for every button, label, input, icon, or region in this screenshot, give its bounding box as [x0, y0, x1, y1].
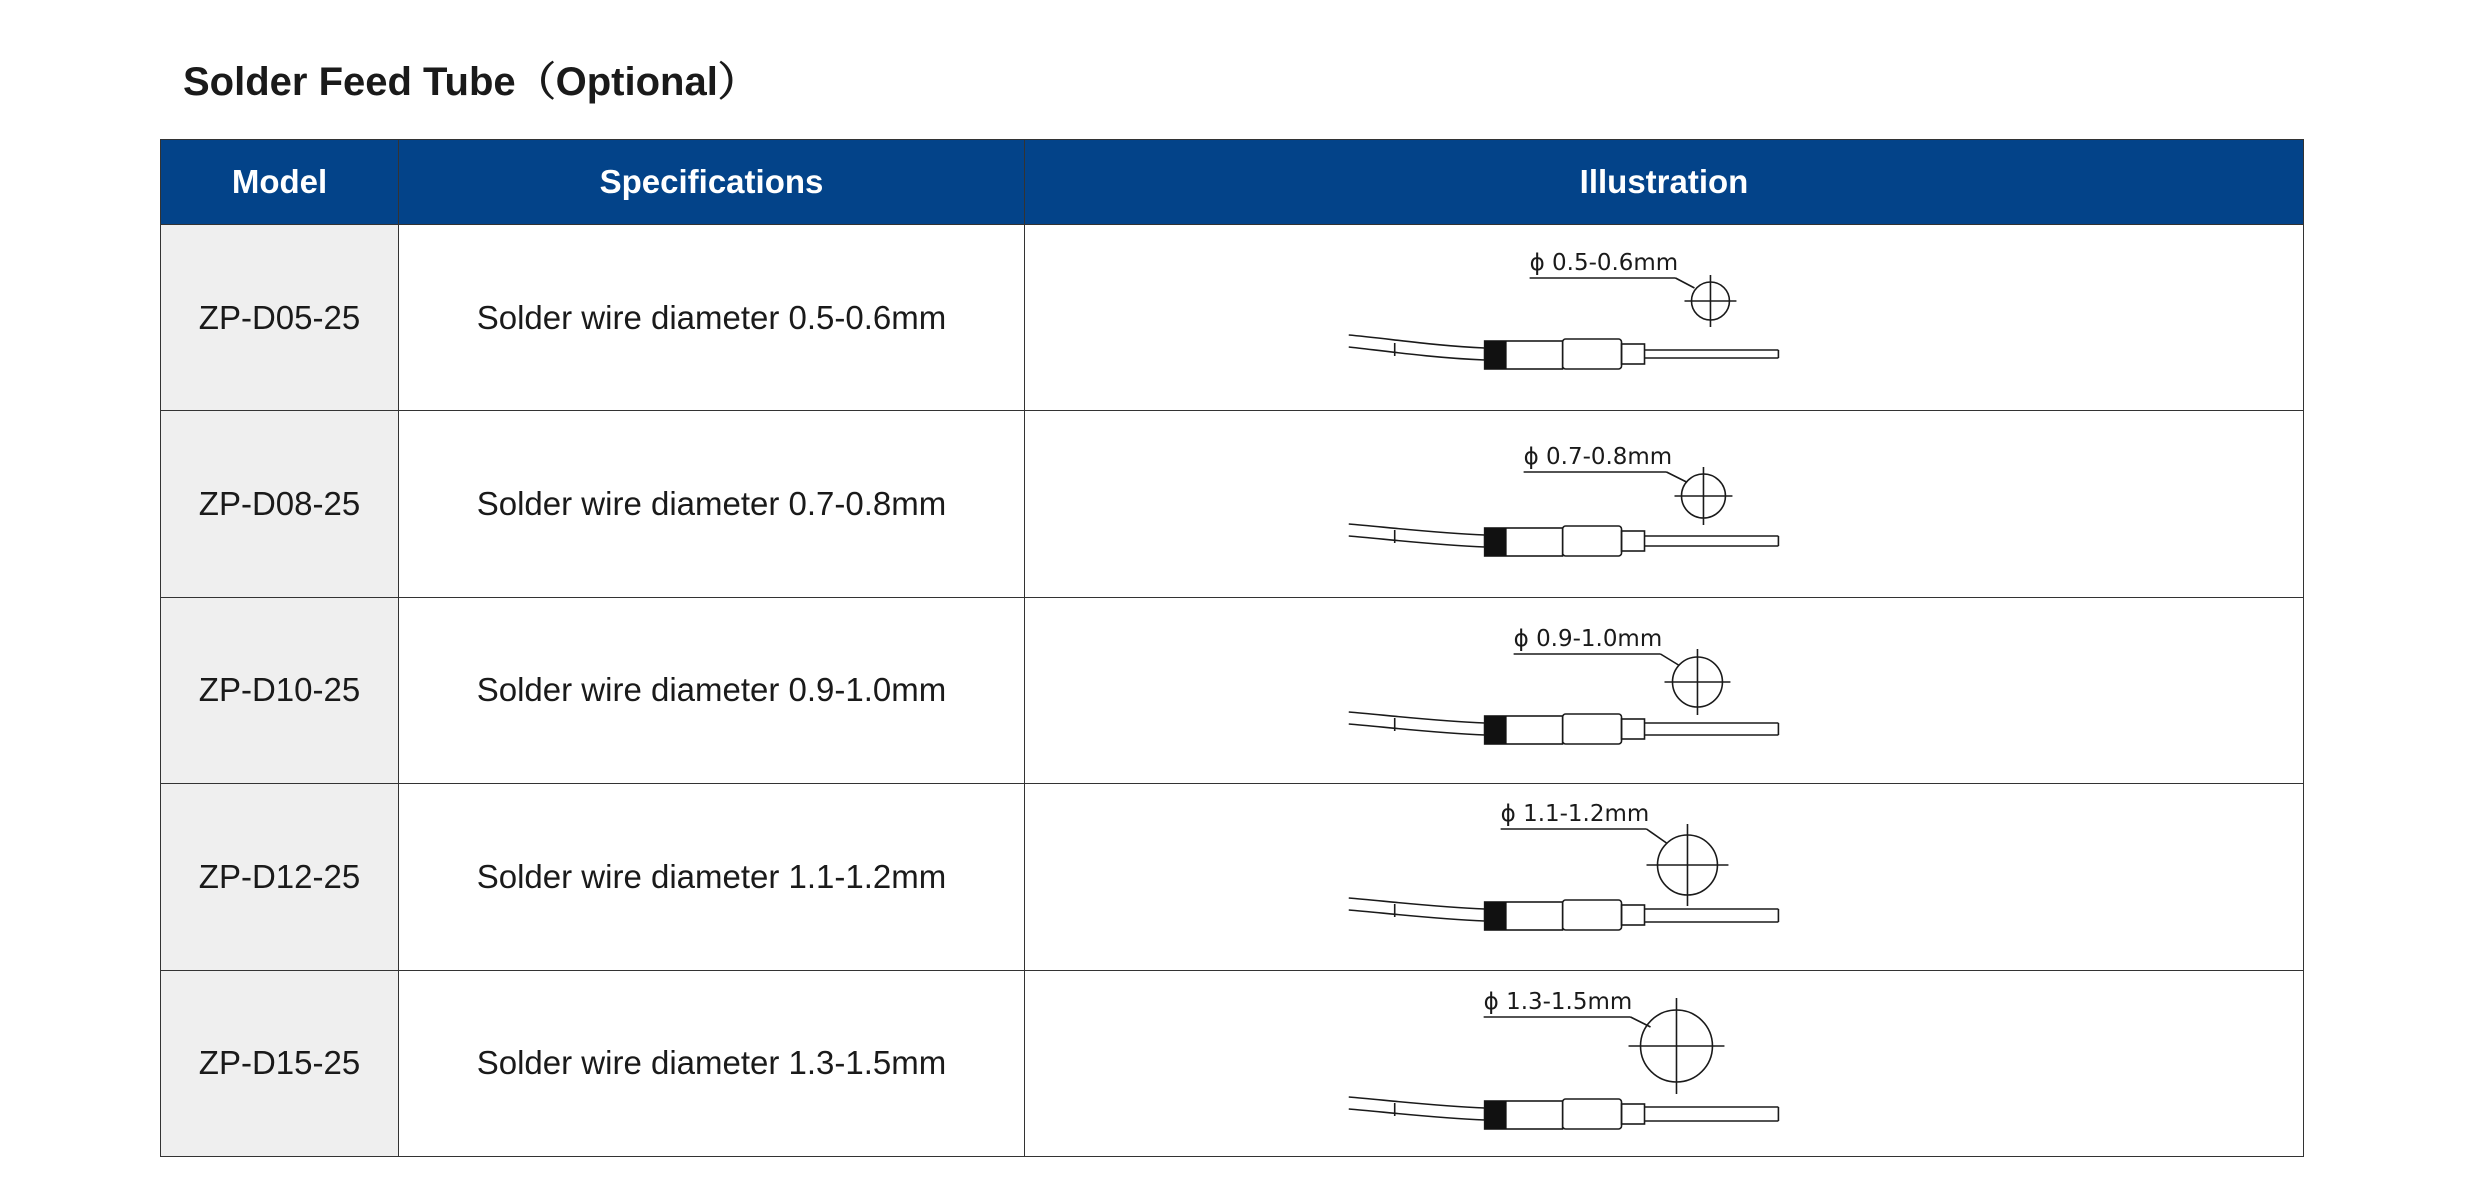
spec-cell: Solder wire diameter 0.5-0.6mm: [399, 225, 1025, 411]
table-header-row: [161, 140, 2304, 225]
column-header-model: Model: [161, 140, 399, 225]
model-cell: ZP-D12-25: [161, 784, 399, 970]
table-row: [161, 225, 2304, 411]
table-row: [161, 411, 2304, 597]
spec-cell: Solder wire diameter 1.3-1.5mm: [399, 970, 1025, 1156]
feed-tube-diagram: [1025, 226, 2303, 410]
column-header-illustration: Illustration: [1025, 140, 2304, 225]
feed-tube-diagram: [1025, 412, 2303, 596]
illustration-cell: [1025, 225, 2304, 411]
diameter-label: ϕ 1.3-1.5mm: [1483, 989, 1633, 1016]
model-cell: ZP-D15-25: [161, 970, 399, 1156]
model-cell: ZP-D10-25: [161, 597, 399, 783]
model-cell: ZP-D05-25: [161, 225, 399, 411]
spec-cell: Solder wire diameter 1.1-1.2mm: [399, 784, 1025, 970]
diameter-label: ϕ 0.9-1.0mm: [1513, 626, 1663, 653]
table-row: [161, 970, 2304, 1156]
table-row: [161, 597, 2304, 783]
table-row: [161, 784, 2304, 970]
spec-cell: Solder wire diameter 0.9-1.0mm: [399, 597, 1025, 783]
illustration-cell: [1025, 597, 2304, 783]
diameter-label: ϕ 0.5-0.6mm: [1529, 249, 1679, 276]
illustration-cell: [1025, 784, 2304, 970]
model-cell: ZP-D08-25: [161, 411, 399, 597]
feed-tube-diagram: [1025, 971, 2303, 1155]
spec-table: [160, 139, 2304, 1157]
feed-tube-diagram: [1025, 785, 2303, 969]
spec-cell: Solder wire diameter 0.7-0.8mm: [399, 411, 1025, 597]
diameter-label: ϕ 1.1-1.2mm: [1500, 800, 1650, 827]
page-title: Solder Feed Tube（Optional）: [183, 60, 758, 104]
feed-tube-diagram: [1025, 598, 2303, 782]
illustration-cell: [1025, 970, 2304, 1156]
diameter-label: ϕ 0.7-0.8mm: [1523, 444, 1673, 471]
illustration-cell: [1025, 411, 2304, 597]
column-header-specifications: Specifications: [399, 140, 1025, 225]
